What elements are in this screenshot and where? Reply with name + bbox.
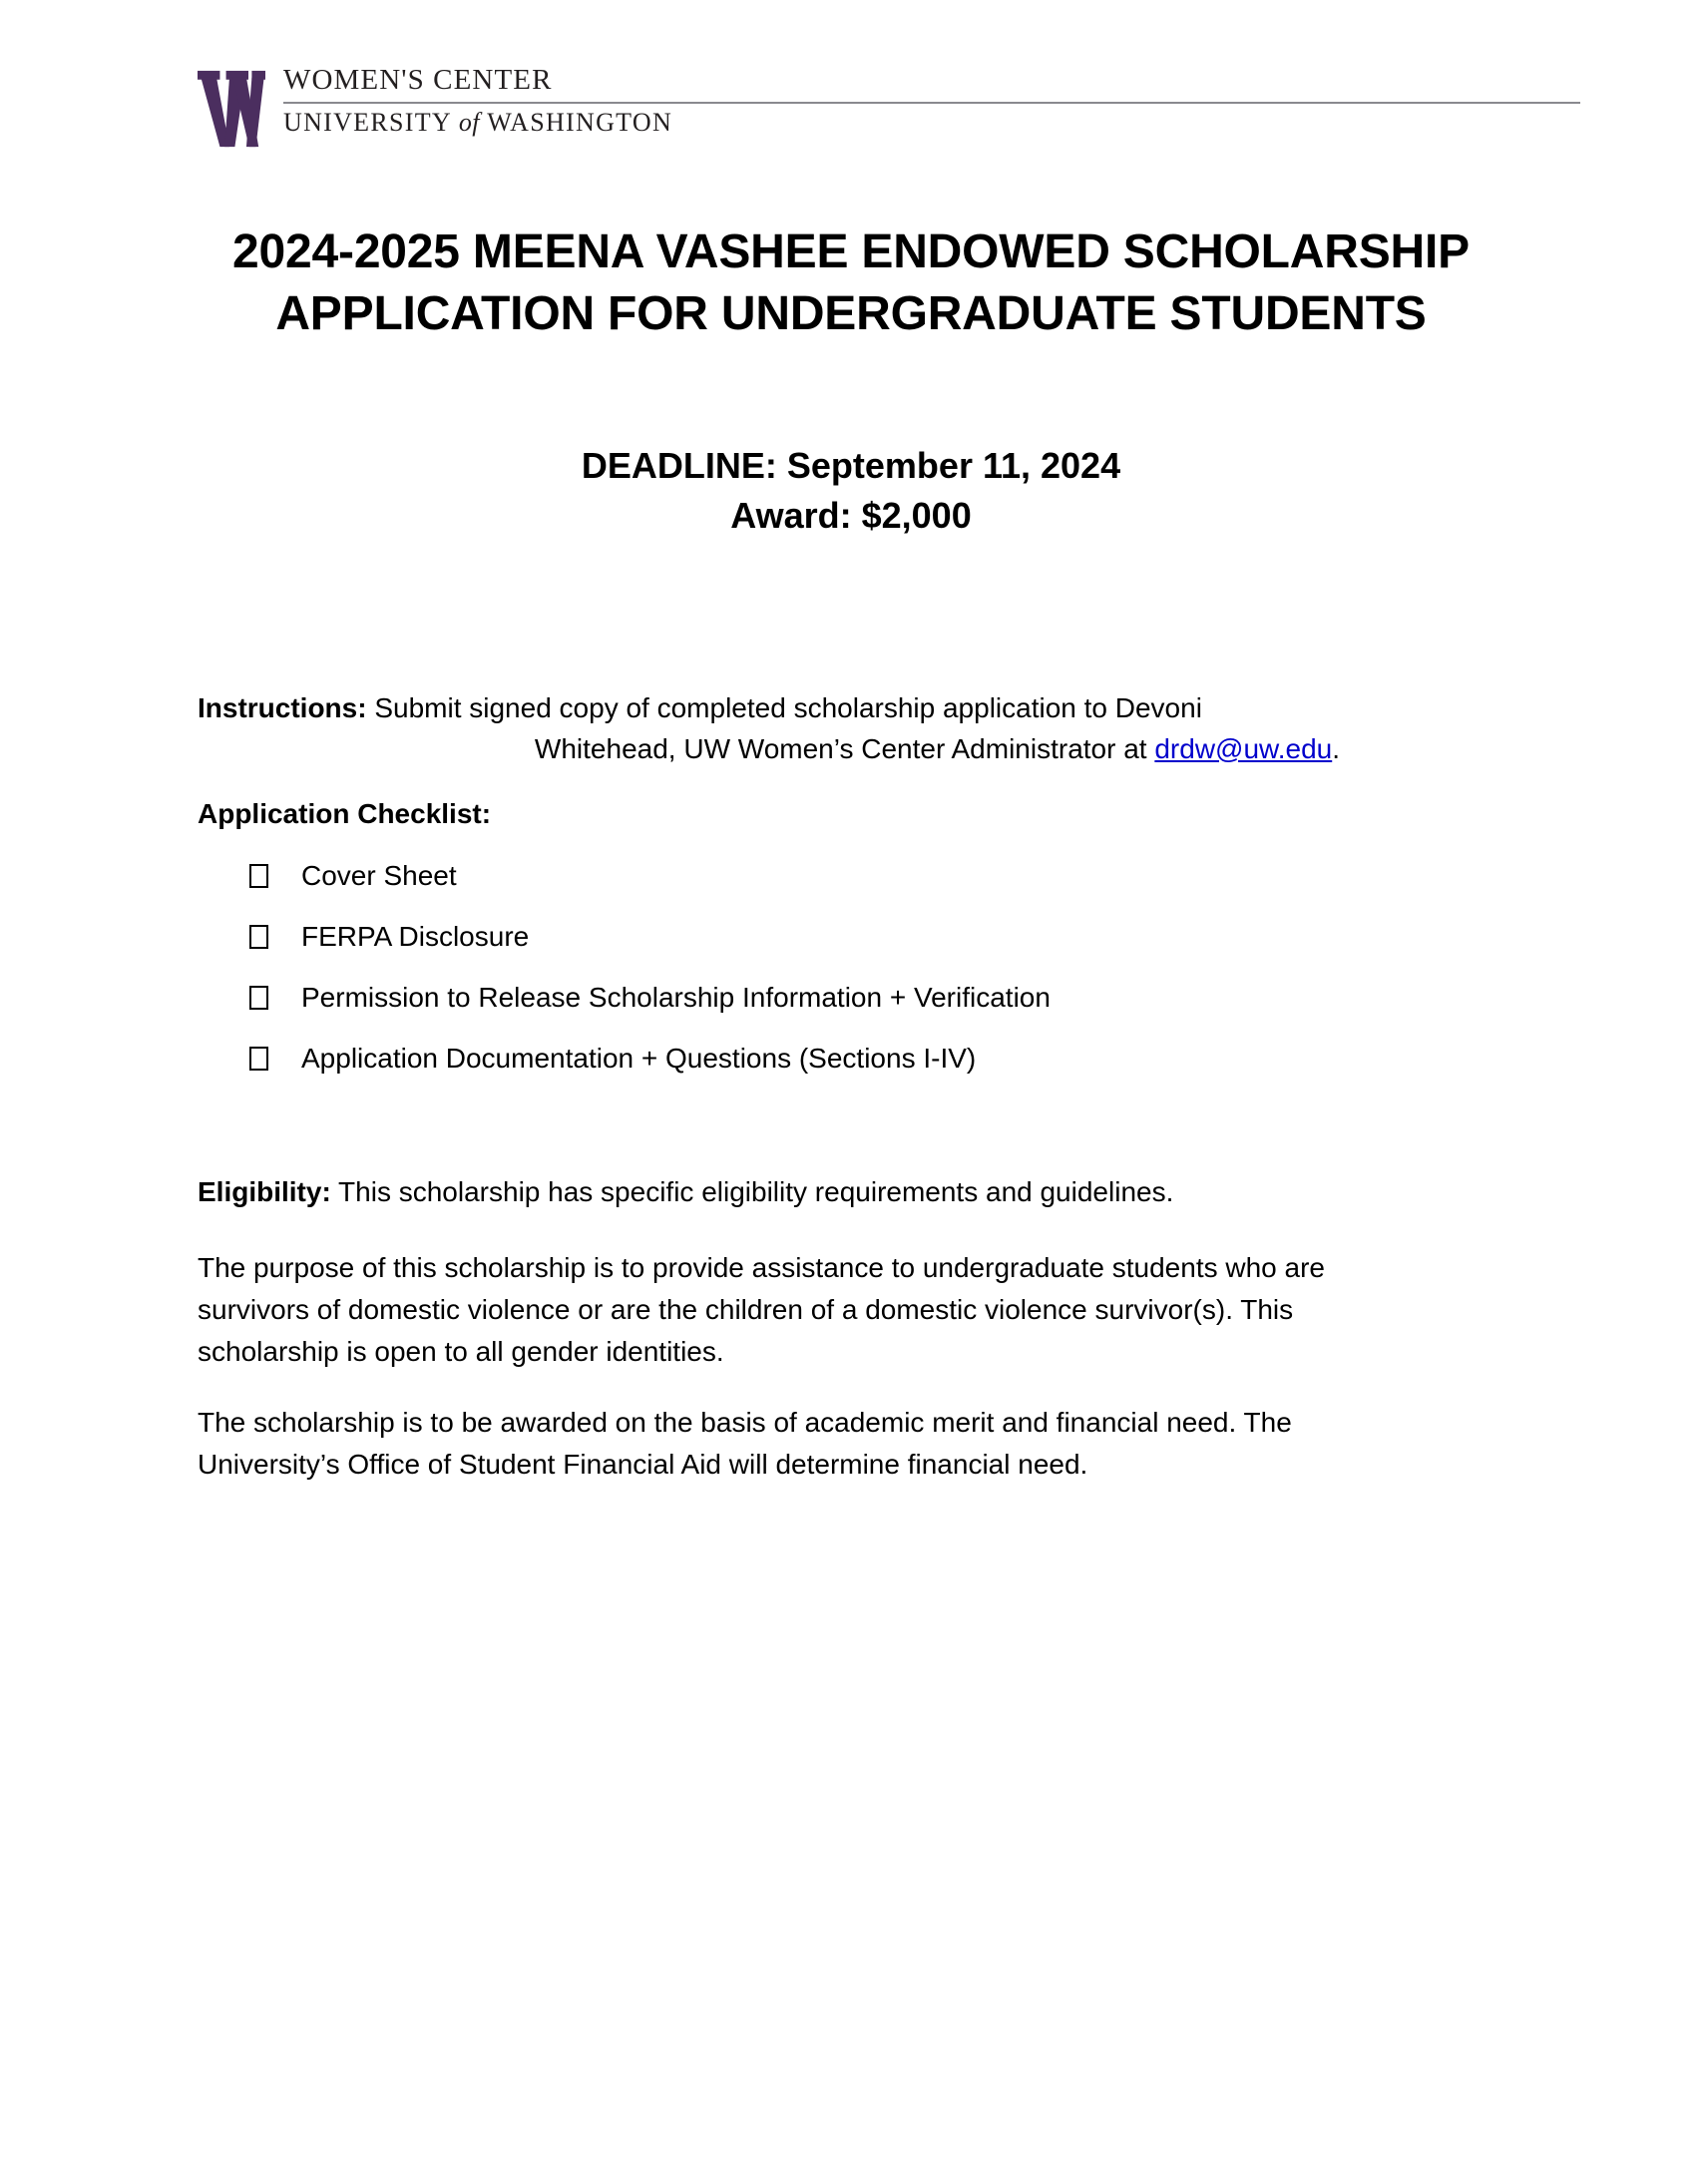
instructions-line2-suffix: . (1332, 732, 1340, 764)
instructions-text-line-1: Submit signed copy of completed scholarship application to Devoni (366, 692, 1202, 723)
empty-checkbox-icon[interactable] (249, 925, 268, 949)
list-item[interactable] (198, 921, 1395, 982)
purpose-paragraph: The purpose of this scholarship is to provide assistance to undergraduate students who are survivors of domestic violence or are the children of a domestic violence survivor(s). This scholarship is open to all gender identities. (198, 1252, 1325, 1367)
checklist-item-label: Cover Sheet (301, 860, 457, 891)
instructions-label: Instructions: (198, 692, 367, 723)
instructions-line2-prefix: Whitehead, UW Women’s Center Administrator at (534, 732, 1155, 764)
empty-checkbox-icon[interactable] (249, 864, 268, 888)
checklist-item-label: Application Documentation + Questions (Sections I-IV) (301, 1043, 977, 1074)
logo-womens-center-text: WOMEN'S CENTER (283, 64, 553, 96)
uw-w-logo-icon (198, 70, 265, 148)
title-line-1: 2024-2025 MEENA VASHEE ENDOWED SCHOLARSHIP (232, 225, 1470, 278)
logo-of-word: of (458, 108, 480, 137)
eligibility-paragraph (198, 1172, 1455, 1213)
empty-checkbox-icon[interactable] (249, 986, 268, 1010)
logo-washington-word: WASHINGTON (479, 108, 673, 137)
list-item[interactable] (198, 982, 1395, 1043)
administrator-email-link[interactable]: drdw@uw.edu (1154, 732, 1333, 764)
deadline-line: DEADLINE: September 11, 2024 (581, 445, 1121, 486)
logo-university-word: UNIVERSITY (283, 108, 459, 137)
uw-womens-center-logo-lockup (198, 62, 1580, 148)
instructions-paragraph (198, 688, 1375, 770)
award-line: Award: $2,000 (730, 494, 972, 536)
list-item[interactable] (198, 1043, 1395, 1103)
list-item[interactable] (198, 860, 1395, 921)
eligibility-text: This scholarship has specific eligibility requirements and guidelines. (330, 1176, 1174, 1207)
checklist-item-label: Permission to Release Scholarship Information + Verification (301, 982, 1051, 1013)
application-checklist-heading: Application Checklist: (198, 798, 492, 829)
eligibility-label: Eligibility: (198, 1176, 331, 1207)
instructions-text-line-2 (198, 729, 1375, 770)
document-title (198, 221, 1504, 346)
title-line-2: APPLICATION FOR UNDERGRADUATE STUDENTS (275, 287, 1427, 341)
checklist-item-label: FERPA Disclosure (301, 921, 530, 952)
empty-checkbox-icon[interactable] (249, 1047, 268, 1071)
deadline-award-block (198, 441, 1504, 540)
logo-divider-rule (283, 102, 1580, 104)
logo-university-text (283, 110, 1580, 136)
award-basis-paragraph: The scholarship is to be awarded on the basis of academic merit and financial need. The University’s Office of Student Financial Aid will determine financial need. (198, 1407, 1292, 1480)
logo-text-block (283, 62, 1580, 136)
application-checklist (198, 860, 1395, 1103)
